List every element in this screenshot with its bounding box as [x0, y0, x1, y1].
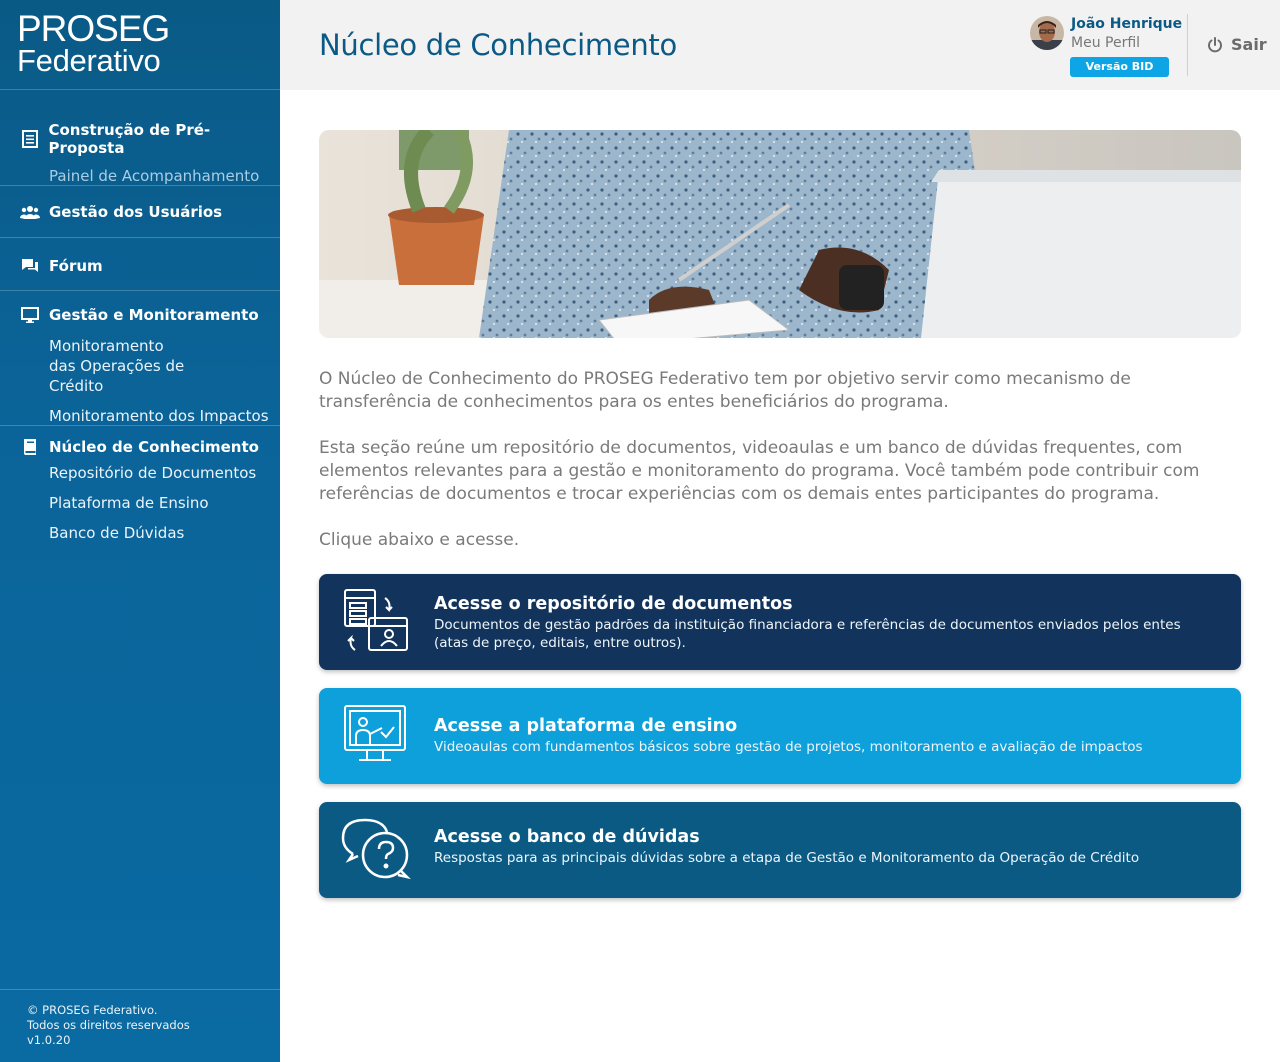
version-badge: Versão BID: [1070, 57, 1169, 77]
user-name: João Henrique: [1071, 16, 1183, 32]
profile-link[interactable]: Meu Perfil: [1071, 35, 1141, 51]
sidebar-item-label: Gestão dos Usuários: [49, 203, 223, 221]
intro-paragraph-1: O Núcleo de Conhecimento do PROSEG Federativo tem por objetivo servir como mecanismo de transferência de conhecimentos para os entes beneficiários do programa.: [319, 369, 1131, 412]
logout-label: Sair: [1231, 35, 1267, 54]
rights-text: Todos os direitos reservados: [27, 1018, 190, 1032]
chat-bubbles-icon: [20, 256, 40, 276]
sidebar-item-pre-proposta[interactable]: [0, 121, 280, 157]
brand-logo[interactable]: [0, 0, 280, 90]
book-icon: [20, 437, 40, 457]
nav-section-pre-proposta: [0, 90, 280, 186]
document-repository-icon: [341, 588, 411, 656]
top-header: [280, 0, 1280, 90]
nav-section-gestao: [0, 291, 280, 426]
brand-line2: Federativo: [17, 43, 161, 78]
document-list-icon: [20, 129, 39, 149]
card-description: Respostas para as principais dúvidas sobre a etapa de Gestão e Monitoramento da Operação de Crédito: [434, 850, 1140, 866]
card-description: Videoaulas com fundamentos básicos sobre gestão de projetos, monitoramento e avaliação de impactos: [434, 739, 1143, 755]
monitor-icon: [20, 305, 40, 325]
sidebar: [0, 0, 280, 1062]
card-description: Documentos de gestão padrões da instituição financiadora e referências de documentos enviados pelos entes (atas de preço, editais, entre outros).: [434, 617, 1181, 651]
sidebar-subitem-plataforma[interactable]: Plataforma de Ensino: [49, 494, 209, 512]
sidebar-item-gestao[interactable]: [0, 305, 280, 325]
question-bubbles-icon: [341, 816, 411, 884]
sidebar-subitem-painel[interactable]: Painel de Acompanhamento: [49, 167, 260, 185]
sidebar-subitem-repositorio[interactable]: Repositório de Documentos: [49, 464, 257, 482]
intro-paragraph-3: Clique abaixo e acesse.: [319, 530, 520, 550]
sidebar-item-label: Núcleo de Conhecimento: [49, 438, 259, 456]
card-title: Acesse o banco de dúvidas: [434, 827, 700, 847]
version-text: v1.0.20: [27, 1033, 71, 1047]
teaching-screen-icon: [341, 702, 411, 770]
page-title: Núcleo de Conhecimento: [319, 28, 677, 62]
logout-button[interactable]: [1206, 35, 1267, 54]
header-divider: [1187, 14, 1188, 76]
brand-line1: PROSEG: [17, 8, 170, 49]
nav-section-forum: [0, 238, 280, 291]
intro-paragraph-2: Esta seção reúne um repositório de documentos, videoaulas e um banco de dúvidas frequentes, com elementos relevantes para a gestão e monitoramento do programa. Você também pode contribuir com referências de documentos e trocar experiências com os demais entes participantes do programa.: [319, 438, 1200, 504]
sidebar-item-label: Construção de Pré-Proposta: [48, 121, 211, 157]
questions-bank-card-button[interactable]: [319, 802, 1241, 898]
copyright-text: © PROSEG Federativo.: [27, 1003, 158, 1017]
teaching-platform-card-button[interactable]: [319, 688, 1241, 784]
sidebar-item-usuarios[interactable]: [0, 202, 280, 222]
sidebar-subitem-impactos[interactable]: Monitoramento dos Impactos: [49, 407, 269, 425]
power-icon: [1206, 36, 1224, 54]
nav-section-nucleo: [0, 426, 280, 543]
repository-card-button[interactable]: [319, 574, 1241, 670]
sidebar-item-label: Gestão e Monitoramento: [49, 306, 259, 324]
sidebar-item-forum[interactable]: [0, 256, 280, 276]
sidebar-item-nucleo[interactable]: [0, 437, 280, 457]
card-title: Acesse o repositório de documentos: [434, 594, 793, 614]
hero-image: [319, 130, 1241, 338]
users-group-icon: [20, 202, 40, 222]
sidebar-subitem-operacoes[interactable]: Monitoramento das Operações de Crédito: [49, 337, 185, 395]
nav-section-usuarios: [0, 186, 280, 238]
sidebar-item-label: Fórum: [49, 257, 103, 275]
sidebar-footer: [0, 989, 280, 1062]
sidebar-subitem-banco[interactable]: Banco de Dúvidas: [49, 524, 185, 542]
card-title: Acesse a plataforma de ensino: [434, 716, 738, 736]
avatar[interactable]: [1030, 16, 1064, 50]
